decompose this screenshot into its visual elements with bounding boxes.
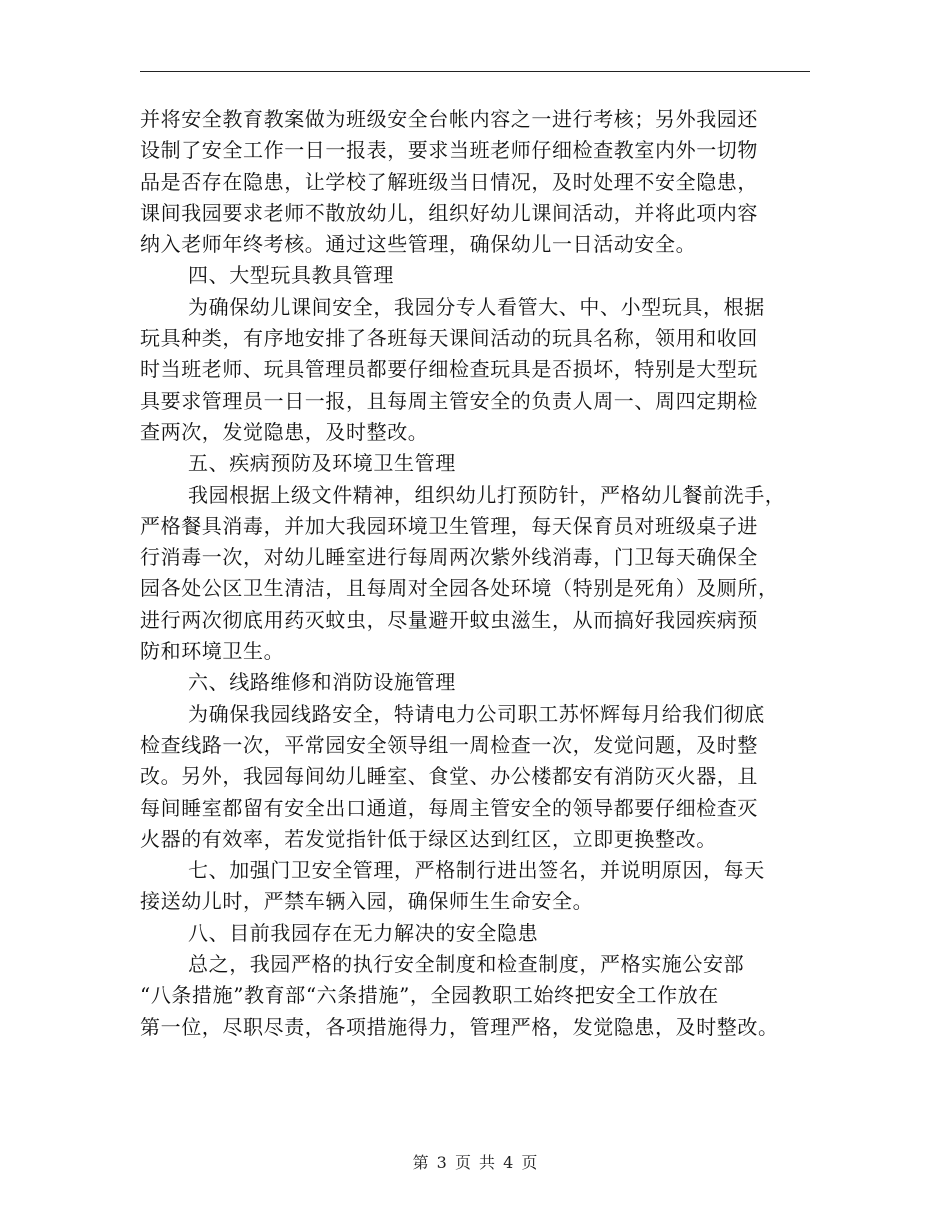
text-line: 六、线路维修和消防设施管理	[188, 670, 456, 695]
text-line: 改。另外，我园每间幼儿睡室、食堂、办公楼都安有消防灭火器，且	[140, 764, 758, 789]
text-line: 八、目前我园存在无力解决的安全隐患	[188, 920, 539, 945]
text-line: 第一位，尽职尽责，各项措施得力，管理严格，发觉隐患，及时整改。	[140, 1014, 779, 1039]
text-line: 四、大型玩具教具管理	[188, 263, 394, 288]
text-line: 严格餐具消毒，并加大我园环境卫生管理，每天保育员对班级桌子进	[140, 513, 758, 538]
text-line: 纳入老师年终考核。通过这些管理，确保幼儿一日活动安全。	[140, 232, 697, 257]
text-line: 总之，我园严格的执行安全制度和检查制度，严格实施公安部	[188, 952, 745, 977]
text-line: 进行两次彻底用药灭蚊虫，尽量避开蚊虫滋生，从而搞好我园疾病预	[140, 607, 758, 632]
text-line: 时当班老师、玩具管理员都要仔细检查玩具是否损坏，特别是大型玩	[140, 357, 758, 382]
text-line: 园各处公区卫生清洁，且每周对全园各处环境（特别是死角）及厕所，	[140, 576, 779, 601]
text-line: 检查线路一次，平常园安全领导组一周检查一次，发觉问题，及时整	[140, 732, 758, 757]
text-line: 查两次，发觉隐患，及时整改。	[140, 419, 429, 444]
text-line: 品是否存在隐患，让学校了解班级当日情况，及时处理不安全隐患，	[140, 169, 758, 194]
text-line: 玩具种类，有序地安排了各班每天课间活动的玩具名称，领用和收回	[140, 326, 758, 351]
text-line: 防和环境卫生。	[140, 639, 285, 664]
text-line: 每间睡室都留有安全出口通道，每周主管安全的领导都要仔细检查灭	[140, 795, 758, 820]
text-line: 为确保我园线路安全，特请电力公司职工苏怀辉每月给我们彻底	[188, 701, 765, 726]
text-line: 火器的有效率，若发觉指针低于绿区达到红区，立即更换整改。	[140, 826, 717, 851]
text-line: 五、疾病预防及环境卫生管理	[188, 451, 456, 476]
text-line: 行消毒一次，对幼儿睡室进行每周两次紫外线消毒，门卫每天确保全	[140, 545, 758, 570]
text-line: 设制了安全工作一日一报表，要求当班老师仔细检查教室内外一切物	[140, 138, 758, 163]
header-rule	[140, 71, 810, 72]
text-line: “八条措施”教育部“六条措施”，全园教职工始终把安全工作放在	[140, 983, 719, 1008]
document-body	[140, 104, 812, 1043]
text-line: 课间我园要求老师不散放幼儿，组织好幼儿课间活动，并将此项内容	[140, 200, 758, 225]
text-line: 具要求管理员一日一报，且每周主管安全的负责人周一、周四定期检	[140, 388, 758, 413]
text-line: 为确保幼儿课间安全，我园分专人看管大、中、小型玩具，根据	[188, 294, 765, 319]
page-footer: 第 3 页 共 4 页	[412, 1153, 538, 1172]
text-line: 并将安全教育教案做为班级安全台帐内容之一进行考核；另外我园还	[140, 107, 758, 131]
text-line: 七、加强门卫安全管理，严格制行进出签名，并说明原因，每天	[188, 858, 765, 883]
text-line: 我园根据上级文件精神，组织幼儿打预防针，严格幼儿餐前洗手，	[188, 482, 786, 507]
text-line: 接送幼儿时，严禁车辆入园，确保师生生命安全。	[140, 889, 594, 914]
